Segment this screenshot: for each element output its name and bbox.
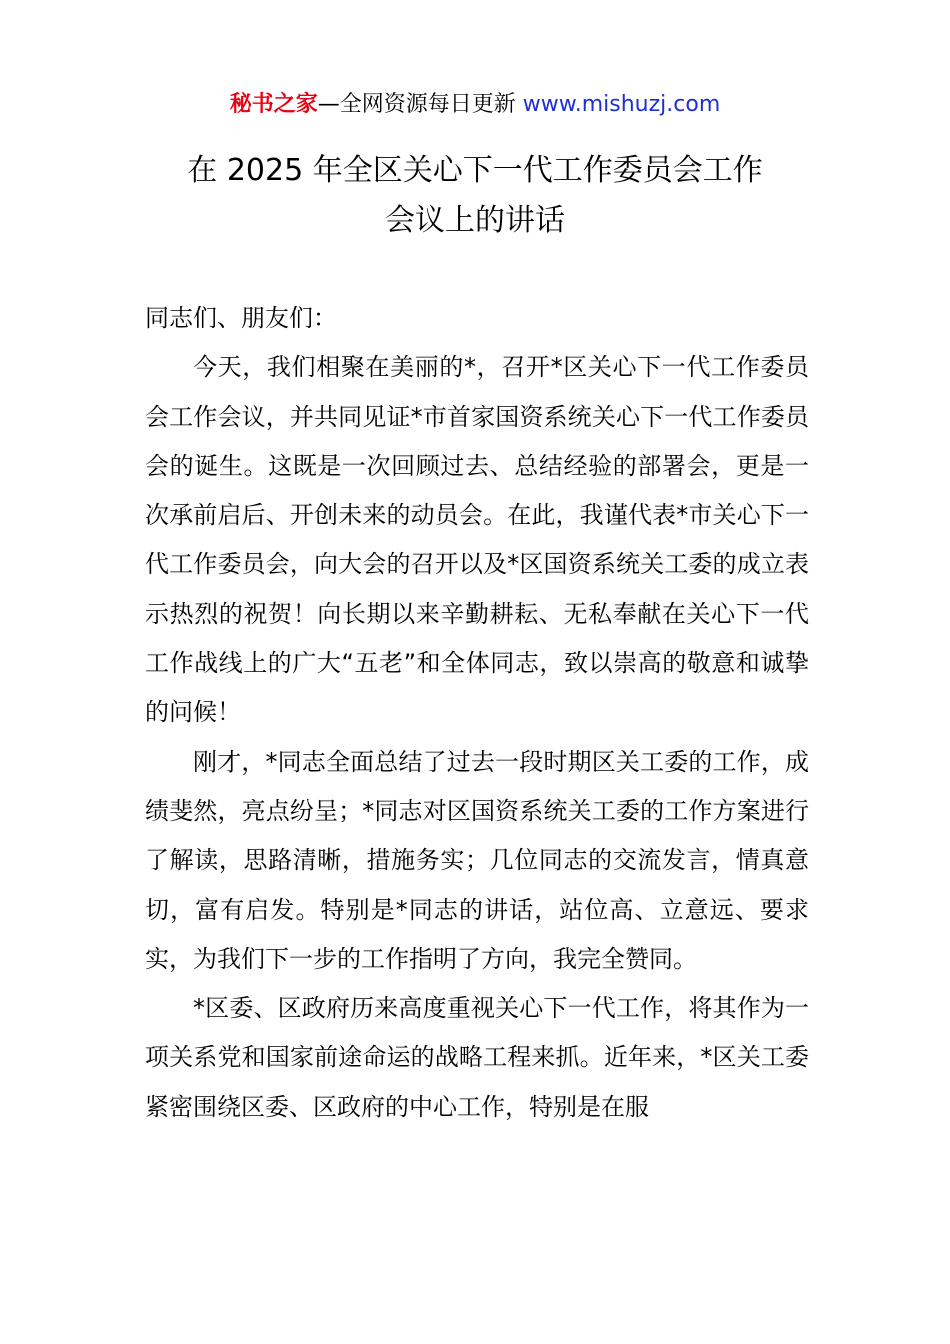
title-line-2: 会议上的讲话 bbox=[385, 203, 565, 238]
document-title bbox=[0, 146, 950, 246]
body-paragraph-3: *区委、区政府历来高度重视关心下一代工作，将其作为一项关系党和国家前途命运的战略工程来抓。近年来，*区关工委紧密围绕区委、区政府的中心工作，特别是在服 bbox=[145, 994, 809, 1121]
body-paragraph-2: 刚才，*同志全面总结了过去一段时期区关工委的工作，成绩斐然，亮点纷呈；*同志对区国资系统关工委的工作方案进行了解读，思路清晰，措施务实；几位同志的交流发言，情真意切，富有启发。特别是*同志的讲话，站位高、立意远、要求实，为我们下一步的工作指明了方向，我完全赞同。 bbox=[145, 747, 809, 973]
site-header bbox=[0, 88, 950, 122]
salutation: 同志们、朋友们： bbox=[145, 304, 337, 332]
brand-name: 秘书之家 bbox=[229, 92, 318, 117]
title-line-1: 在 2025 年全区关心下一代工作委员会工作 bbox=[187, 153, 763, 188]
site-url-link[interactable]: www.mishuzj.com bbox=[522, 92, 721, 117]
header-tagline: —全网资源每日更新 bbox=[317, 92, 516, 117]
body-paragraph-1: 今天，我们相聚在美丽的*，召开*区关心下一代工作委员会工作会议，并共同见证*市首家国资系统关心下一代工作委员会的诞生。这既是一次回顾过去、总结经验的部署会，更是一次承前启后、开创未来的动员会。在此，我谨代表*市关心下一代工作委员会，向大会的召开以及*区国资系统关工委的成立表示热烈的祝贺！向长期以来辛勤耕耘、无私奉献在关心下一代工作战线上的广大“五老”和全体同志，致以崇高的敬意和诚挚的问候！ bbox=[145, 353, 809, 727]
document-body bbox=[145, 294, 809, 1132]
